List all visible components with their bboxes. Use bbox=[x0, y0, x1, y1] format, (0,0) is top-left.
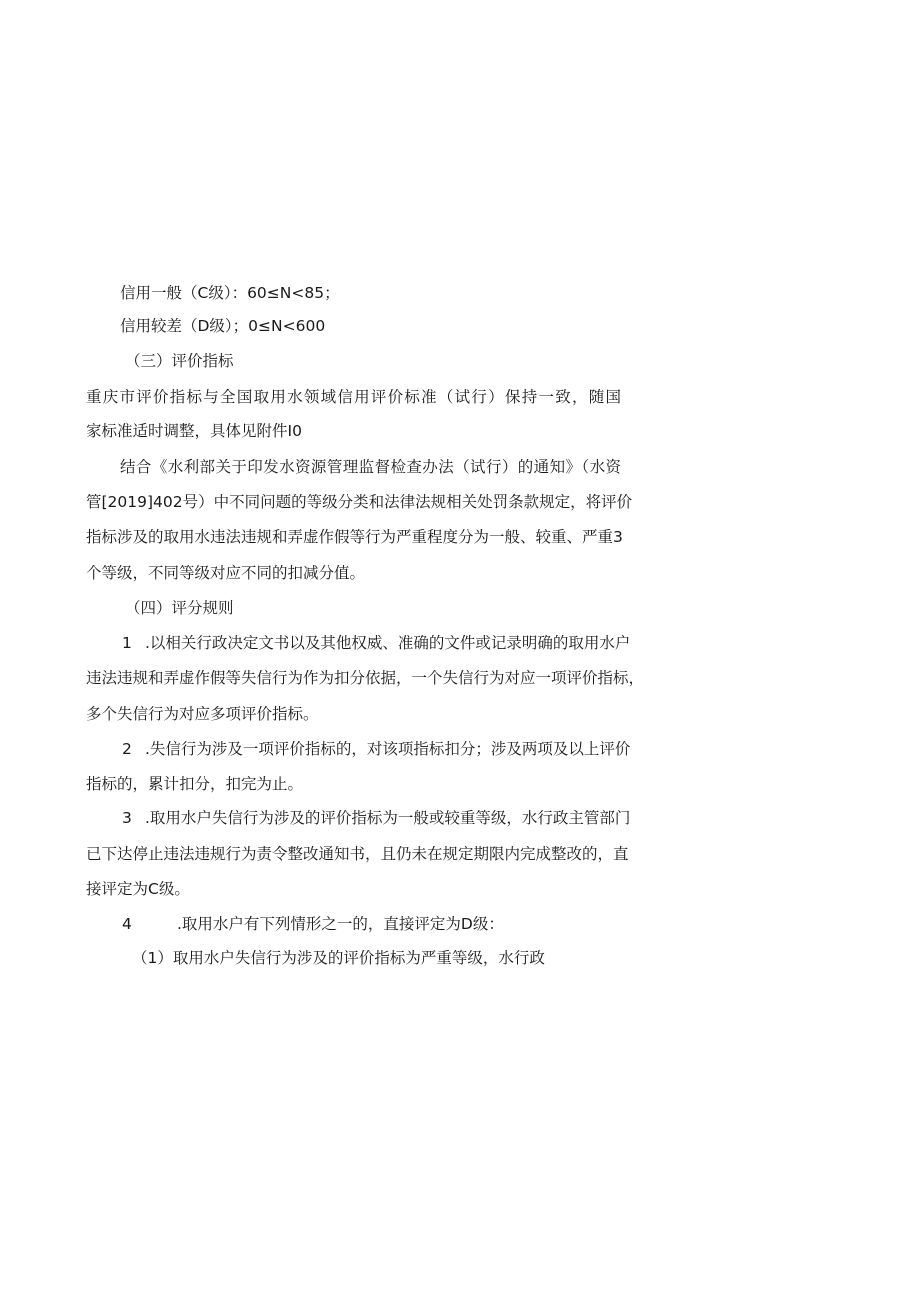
rule-line: .以相关行政决定文书以及其他权威、准确的文件或记录明确的取用水户 bbox=[145, 634, 631, 652]
paragraph-line: 个等级，不同等级对应不同的扣减分值。 bbox=[86, 564, 366, 582]
paragraph-line: 指标涉及的取用水违法违规和弄虚作假等行为严重程度分为一般、较重、严重3 bbox=[86, 528, 623, 546]
rule-sub-item: （1）取用水户失信行为涉及的评价指标为严重等级，水行政 bbox=[132, 949, 545, 967]
paragraph-line: 重庆市评价指标与全国取用水领域信用评价标准（试行）保持一致，随国 bbox=[86, 388, 621, 406]
rule-number: 4 bbox=[122, 915, 132, 933]
section-heading-scoring-rules: （四）评分规则 bbox=[125, 599, 234, 617]
rule-line: 接评定为C级。 bbox=[86, 880, 190, 898]
rule-line: 已下达停止违法违规行为责令整改通知书，且仍未在规定期限内完成整改的，直 bbox=[86, 845, 629, 863]
rule-number: 2 bbox=[122, 740, 132, 758]
credit-level-d: 信用较差（D级）；0≤N<600 bbox=[120, 317, 326, 335]
rule-line: .失信行为涉及一项评价指标的，对该项指标扣分；涉及两项及以上评价 bbox=[145, 740, 631, 758]
paragraph-line: 家标准适时调整，具体见附件I0 bbox=[86, 422, 302, 440]
credit-level-c: 信用一般（C级）：60≤N<85； bbox=[120, 284, 340, 302]
section-heading-evaluation-indicators: （三）评价指标 bbox=[125, 352, 234, 370]
paragraph-line: 结合《水利部关于印发水资源管理监督检查办法（试行）的通知》（水资 bbox=[120, 458, 621, 476]
paragraph-line: 管[2019]402号）中不同问题的等级分类和法律法规相关处罚条款规定，将评价 bbox=[86, 493, 633, 511]
rule-line: 多个失信行为对应多项评价指标。 bbox=[86, 705, 319, 723]
rule-line: .取用水户有下列情形之一的，直接评定为D级： bbox=[177, 915, 504, 933]
rule-line: 指标的，累计扣分，扣完为止。 bbox=[86, 775, 304, 793]
rule-line: .取用水户失信行为涉及的评价指标为一般或较重等级，水行政主管部门 bbox=[145, 809, 631, 827]
rule-number: 3 bbox=[122, 809, 132, 827]
rule-number: 1 bbox=[122, 634, 132, 652]
rule-line: 违法违规和弄虚作假等失信行为作为扣分依据，一个失信行为对应一项评价指标， bbox=[86, 669, 645, 687]
